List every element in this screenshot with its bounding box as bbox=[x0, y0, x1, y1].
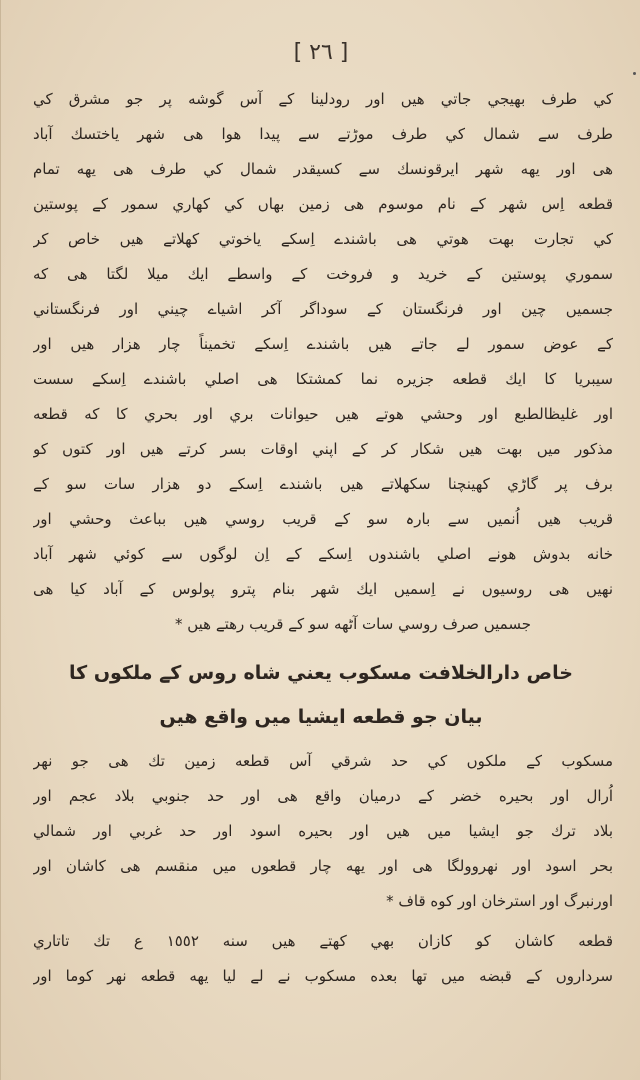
text-line: سموري پوستين كے خريد و فروخت كے واسطے ايك ميلا لگتا هى كه bbox=[33, 265, 613, 283]
text-line: بحر اسود اور نهروولگا هى اور يهه چار قطعوں ميں منقسم هى كاشان اور bbox=[33, 857, 613, 875]
text-line: نهيں هى روسيوں نے اِسميں ايك شهر بنام پترو پولوس كے آباد كيا هى bbox=[33, 580, 613, 598]
text-line: مسكوب كے ملكوں كي حد شرقي آس قطعه زمين تك هى جو نهر bbox=[33, 752, 613, 770]
text-line: خانه بدوش هونے اصلي باشندوں اِسكے كے اِن لوگوں سے كوئي شهر آباد bbox=[33, 545, 613, 563]
text-line: اور غليظالطبع اور وحشي هوتے هيں حيوانات بري اور بحري كا كه قطعه bbox=[33, 405, 613, 423]
text-line: هى اور يهه شهر ايرقونسك سے كسيقدر شمال كي طرف هى يهه تمام bbox=[33, 160, 613, 178]
text-line: كي تجارت بهت هوتي هى باشندے اِسكے ياخوتي كهلاتے هيں خاص كر bbox=[33, 230, 613, 248]
text-line: كي طرف بهيجي جاتي هيں اور رودلينا كے آس گوشه پر جو مشرق كي bbox=[33, 90, 613, 108]
text-line: كے عوض سمور لے جاتے هيں باشندے اِسكے تخميناً چار هزار هيں اور bbox=[33, 335, 613, 353]
text-line: قريب هيں اُنميں سے بارہ سو كے قريب روسي هيں بباعث وحشي اور bbox=[33, 510, 613, 528]
text-line: سيبريا كا ايك قطعه جزيره نما كمشتكا هى اصلي باشندے اِسكے سست bbox=[33, 370, 613, 388]
text-line: قطعه اِس شهر كے نام موسوم هى زمين بهاں كي كهاري سمور كے پوستين bbox=[33, 195, 613, 213]
text-line: قطعه كاشان كو كازان بهي كهتے هيں سنه ١٥٥٢ ع تك تاتاري bbox=[33, 932, 613, 950]
text-line: بلاد ترك جو ايشيا ميں هيں اور بحيره اسود اور حد غربي اور شمالي bbox=[33, 822, 613, 840]
text-line: جسميں چين اور فرنگستان كے سوداگر آكر اشياے چيني اور فرنگستاني bbox=[33, 300, 613, 318]
page-number: [ ٢٦ ] bbox=[293, 40, 349, 65]
ink-speck bbox=[633, 72, 636, 75]
text-line: طرف سے شمال كي طرف موڑتے سے پيدا هوا هى شهر ياختسك آباد bbox=[33, 125, 613, 143]
text-line: برف پر گاڑي كهينچنا سكهلاتے هيں باشندے اِسكے دو هزار سات سو كے bbox=[33, 475, 613, 493]
section-heading-line-1: خاص دارالخلافت مسكوب يعني شاه روس كے ملكوں كا bbox=[69, 662, 573, 684]
section-heading-line-2: بيان جو قطعه ايشيا ميں واقع هيں bbox=[159, 706, 483, 728]
text-line-last: جسميں صرف روسي سات آٹهه سو كے قريب رهتے هيں * bbox=[174, 615, 531, 633]
text-line: سرداروں كے قبضه ميں تها بعده مسكوب نے لے ليا يهه قطعه نهر كوما اور bbox=[33, 967, 613, 985]
text-line: مذكور ميں بهت هيں شكار كر كے اپني اوقات بسر كرتے هيں اور كتوں كو bbox=[33, 440, 613, 458]
text-line: اُرال اور بحيره خضر كے درميان واقع هى اور حد جنوبي بلاد عجم اور bbox=[33, 787, 613, 805]
text-line-last: اورنبرگ اور استرخان اور كوه قاف * bbox=[386, 892, 613, 910]
